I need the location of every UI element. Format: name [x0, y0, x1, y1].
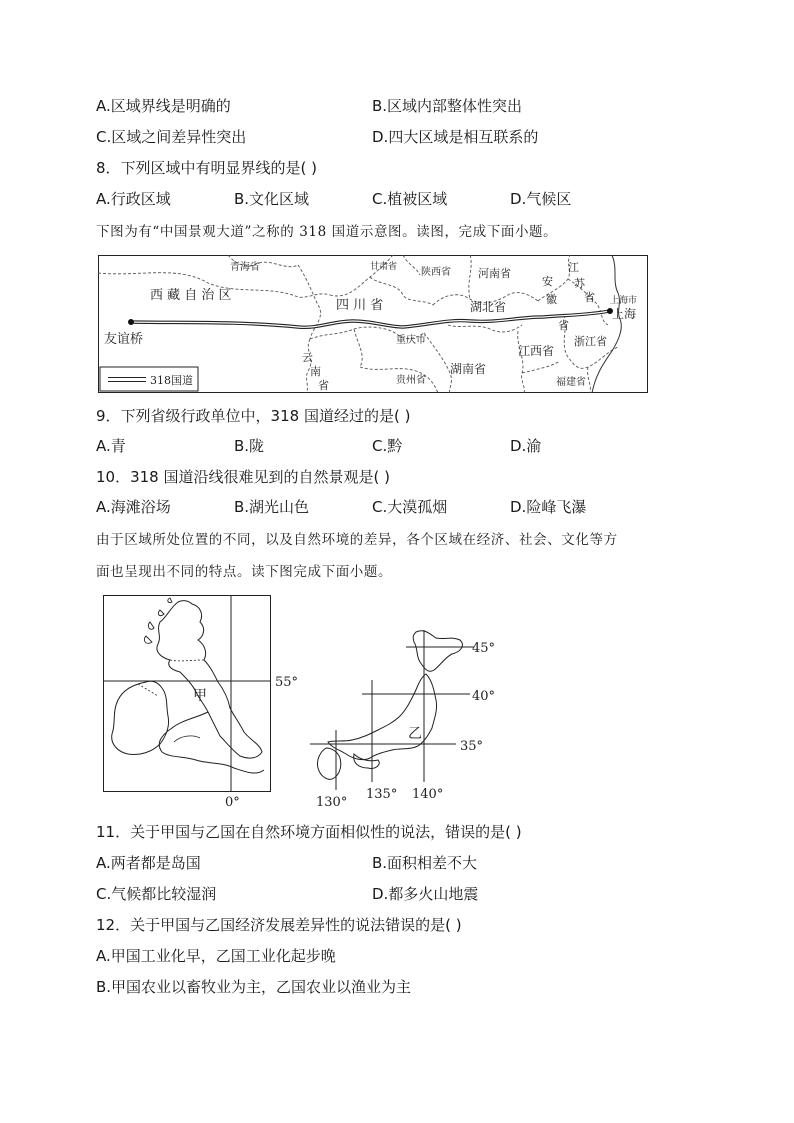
- q7-option-c: C.区域之间差异性突出: [96, 128, 247, 146]
- label-hubei: 湖北省: [470, 300, 507, 314]
- q12-option-a: A.甲国工业化早，乙国工业化起步晚: [96, 947, 336, 965]
- label-sheng-yn: 省: [318, 379, 329, 392]
- label-lon-140: 140°: [412, 787, 444, 802]
- q8-option-a: A.行政区域: [96, 190, 171, 208]
- intro-region-line2: 面也呈现出不同的特点。读下图完成下面小题。: [96, 564, 393, 580]
- label-shanghai-city: 上海市: [610, 296, 638, 306]
- label-fujian: 福建省: [556, 377, 586, 388]
- intro-318: 下图为有“中国景观大道”之称的 318 国道示意图。读图，完成下面小题。: [96, 224, 558, 240]
- label-gansu: 甘肃省: [370, 262, 398, 272]
- q8-stem: 8．下列区域中有明显界线的是( ): [96, 159, 318, 177]
- uk-japan-maps: [100, 592, 500, 814]
- label-xizang: 西 藏 自 治 区: [150, 288, 232, 303]
- q10-stem: 10．318 国道沿线很难见到的自然景观是( ): [96, 468, 390, 486]
- q7-option-b: B.区域内部整体性突出: [372, 97, 523, 115]
- label-lat-55: 55°: [275, 675, 299, 690]
- q10-option-d: D.险峰飞瀑: [510, 498, 587, 516]
- label-lon-0: 0°: [225, 795, 240, 810]
- q11-option-a: A.两者都是岛国: [96, 854, 201, 872]
- label-country-jia: 甲: [193, 688, 207, 704]
- uk-map: [104, 596, 299, 811]
- label-youyiqiao: 友谊桥: [104, 332, 144, 347]
- label-sheng-ah: 省: [558, 319, 569, 332]
- q11-stem: 11．关于甲国与乙国在自然环境方面相似性的说法，错误的是( ): [96, 823, 522, 841]
- q7-option-a: A.区域界线是明确的: [96, 97, 231, 115]
- label-chongqing: 重庆市: [396, 335, 426, 346]
- q10-option-a: A.海滩浴场: [96, 498, 171, 516]
- q9-option-a: A.青: [96, 437, 126, 455]
- q11-option-c: C.气候都比较湿润: [96, 885, 217, 903]
- label-shaanxi: 陕西省: [421, 267, 451, 278]
- q9-stem: 9．下列省级行政单位中，318 国道经过的是( ): [96, 407, 411, 425]
- q11-option-b: B.面积相差不大: [372, 854, 478, 872]
- q7-option-d: D.四大区域是相互联系的: [372, 128, 539, 146]
- label-guizhou: 贵州省: [396, 375, 426, 386]
- label-country-yi: 乙: [408, 726, 422, 742]
- label-hui: 徽: [546, 293, 557, 306]
- q10-option-b: B.湖光山色: [234, 498, 310, 516]
- intro-region-line1: 由于区域所处位置的不同，以及自然环境的差异，各个区域在经济、社会、文化等方: [96, 532, 618, 548]
- japan-map: [310, 630, 495, 810]
- label-sheng-js: 省: [584, 291, 595, 304]
- label-lat-45: 45°: [472, 641, 496, 656]
- q11-option-d: D.都多火山地震: [372, 885, 479, 903]
- label-an: 安: [542, 275, 553, 288]
- label-zhejiang: 浙江省: [574, 335, 607, 348]
- label-qinghai: 青海省: [230, 262, 260, 273]
- label-lon-130: 130°: [316, 795, 348, 810]
- q9-option-d: D.渝: [510, 437, 542, 455]
- label-su: 苏: [574, 277, 585, 290]
- legend-label: 318国道: [150, 374, 193, 387]
- route-318-map: [98, 255, 648, 393]
- q12-stem: 12．关于甲国与乙国经济发展差异性的说法错误的是( ): [96, 916, 462, 934]
- youyiqiao-point: [128, 319, 134, 325]
- q9-option-b: B.陇: [234, 437, 265, 455]
- label-lat-40: 40°: [472, 689, 496, 704]
- label-jiangxi: 江西省: [518, 344, 555, 358]
- label-yun: 云: [302, 351, 313, 364]
- label-nan: 南: [310, 365, 321, 378]
- q8-option-d: D.气候区: [510, 190, 572, 208]
- q8-option-c: C.植被区域: [372, 190, 448, 208]
- q12-option-b: B.甲国农业以畜牧业为主，乙国农业以渔业为主: [96, 978, 412, 996]
- label-sichuan: 四 川 省: [336, 298, 384, 313]
- label-jiang: 江: [568, 261, 579, 274]
- label-lon-135: 135°: [366, 787, 398, 802]
- label-hunan: 湖南省: [450, 362, 487, 376]
- label-henan: 河南省: [478, 267, 511, 280]
- q9-option-c: C.黔: [372, 437, 403, 455]
- label-shanghai: 上海: [612, 307, 637, 321]
- q10-option-c: C.大漠孤烟: [372, 498, 448, 516]
- map-legend: [100, 367, 198, 391]
- label-lat-35: 35°: [460, 739, 484, 754]
- q8-option-b: B.文化区域: [234, 190, 310, 208]
